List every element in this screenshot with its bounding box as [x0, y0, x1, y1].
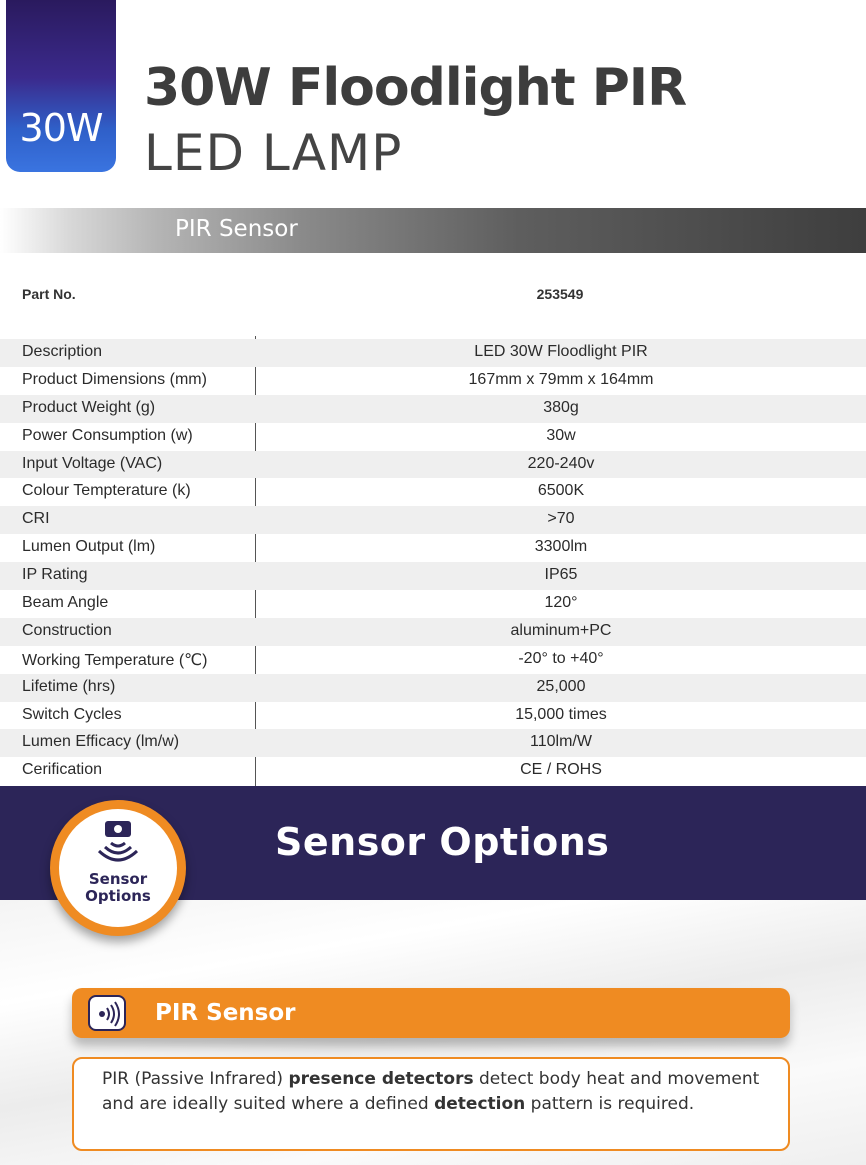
spec-label: CRI: [22, 510, 50, 528]
spec-label: Construction: [22, 621, 112, 639]
pir-desc-bold-1: presence detectors: [288, 1069, 474, 1089]
spec-value: 167mm x 79mm x 164mm: [468, 370, 654, 388]
spec-row: [0, 702, 866, 730]
pir-desc-text-1: PIR (Passive Infrared): [102, 1069, 289, 1089]
spec-label: Input Voltage (VAC): [22, 454, 163, 472]
sensor-options-badge: [50, 800, 186, 936]
spec-table: [0, 339, 866, 785]
spec-value: >70: [547, 510, 575, 528]
pir-desc-bold-2: detection: [434, 1094, 526, 1114]
section-header-bar: [0, 208, 866, 253]
sensor-waves-icon: [94, 1001, 122, 1027]
spec-label: Product Dimensions (mm): [22, 370, 207, 388]
spec-value: 6500K: [537, 482, 585, 500]
spec-value: 30w: [546, 426, 576, 444]
wattage-badge-text: 30W: [19, 106, 103, 150]
badge-line-1: Sensor: [88, 870, 148, 888]
spec-label: Description: [22, 343, 103, 360]
spec-row: [0, 729, 866, 757]
spec-value: aluminum+PC: [510, 621, 612, 639]
spec-label: Working Temperature (℃): [22, 651, 208, 669]
spec-value: 380g: [543, 398, 579, 416]
spec-row: [0, 339, 866, 367]
part-number-label: Part No.: [22, 286, 76, 302]
spec-row: [0, 562, 866, 590]
spec-label: Lifetime (hrs): [22, 677, 116, 695]
spec-row: [0, 646, 866, 674]
spec-row: [0, 367, 866, 395]
spec-row: [0, 590, 866, 618]
spec-label: Cerification: [22, 761, 103, 779]
spec-label: Lumen Efficacy (lm/w): [22, 733, 180, 751]
spec-label: Power Consumption (w): [22, 426, 193, 444]
badge-line-2: Options: [85, 887, 151, 905]
spec-row: [0, 618, 866, 646]
spec-value: 110lm/W: [530, 733, 592, 751]
spec-value: CE / ROHS: [520, 761, 602, 779]
spec-row: [0, 451, 866, 479]
spec-value: 3300lm: [534, 538, 588, 556]
spec-row: [0, 674, 866, 702]
pir-sensor-bar: [72, 988, 790, 1038]
spec-row: [0, 506, 866, 534]
spec-value: IP65: [544, 566, 578, 584]
spec-row: [0, 757, 866, 785]
spec-label: IP Rating: [22, 566, 88, 584]
wattage-badge: [6, 0, 116, 172]
spec-value: 120°: [544, 594, 578, 612]
spec-label: Beam Angle: [22, 594, 109, 612]
section-title: PIR Sensor: [175, 216, 298, 242]
pir-description: [72, 1057, 790, 1151]
product-subtitle: LED LAMP: [144, 124, 403, 182]
pir-desc-text-3: pattern is required.: [525, 1094, 695, 1114]
spec-label: Lumen Output (lm): [22, 538, 156, 556]
spec-value: 25,000: [536, 677, 586, 695]
sensor-options-heading: Sensor Options: [275, 820, 610, 864]
part-number-value: 253549: [536, 286, 584, 302]
spec-value: -20° to +40°: [518, 649, 604, 667]
spec-value: 15,000 times: [515, 705, 607, 723]
spec-row: [0, 423, 866, 451]
spec-row: [0, 395, 866, 423]
sensor-options-badge-inner: [59, 809, 177, 927]
pir-icon-box: [88, 995, 126, 1031]
pir-sensor-title: PIR Sensor: [155, 1000, 296, 1026]
spec-label: Product Weight (g): [22, 398, 156, 416]
product-title: 30W Floodlight PIR: [144, 58, 687, 118]
spec-row: [0, 478, 866, 506]
motion-sensor-icon: [96, 819, 140, 869]
pir-desc-text-2: detect body heat and movement and are ideally suited where a defined: [102, 1069, 760, 1114]
spec-label: Switch Cycles: [22, 705, 122, 723]
sensor-options-badge-label: [59, 871, 177, 905]
spec-row: [0, 534, 866, 562]
spec-value: LED 30W Floodlight PIR: [474, 343, 648, 360]
spec-label: Colour Tempterature (k): [22, 482, 191, 500]
spec-value: 220-240v: [527, 454, 595, 472]
